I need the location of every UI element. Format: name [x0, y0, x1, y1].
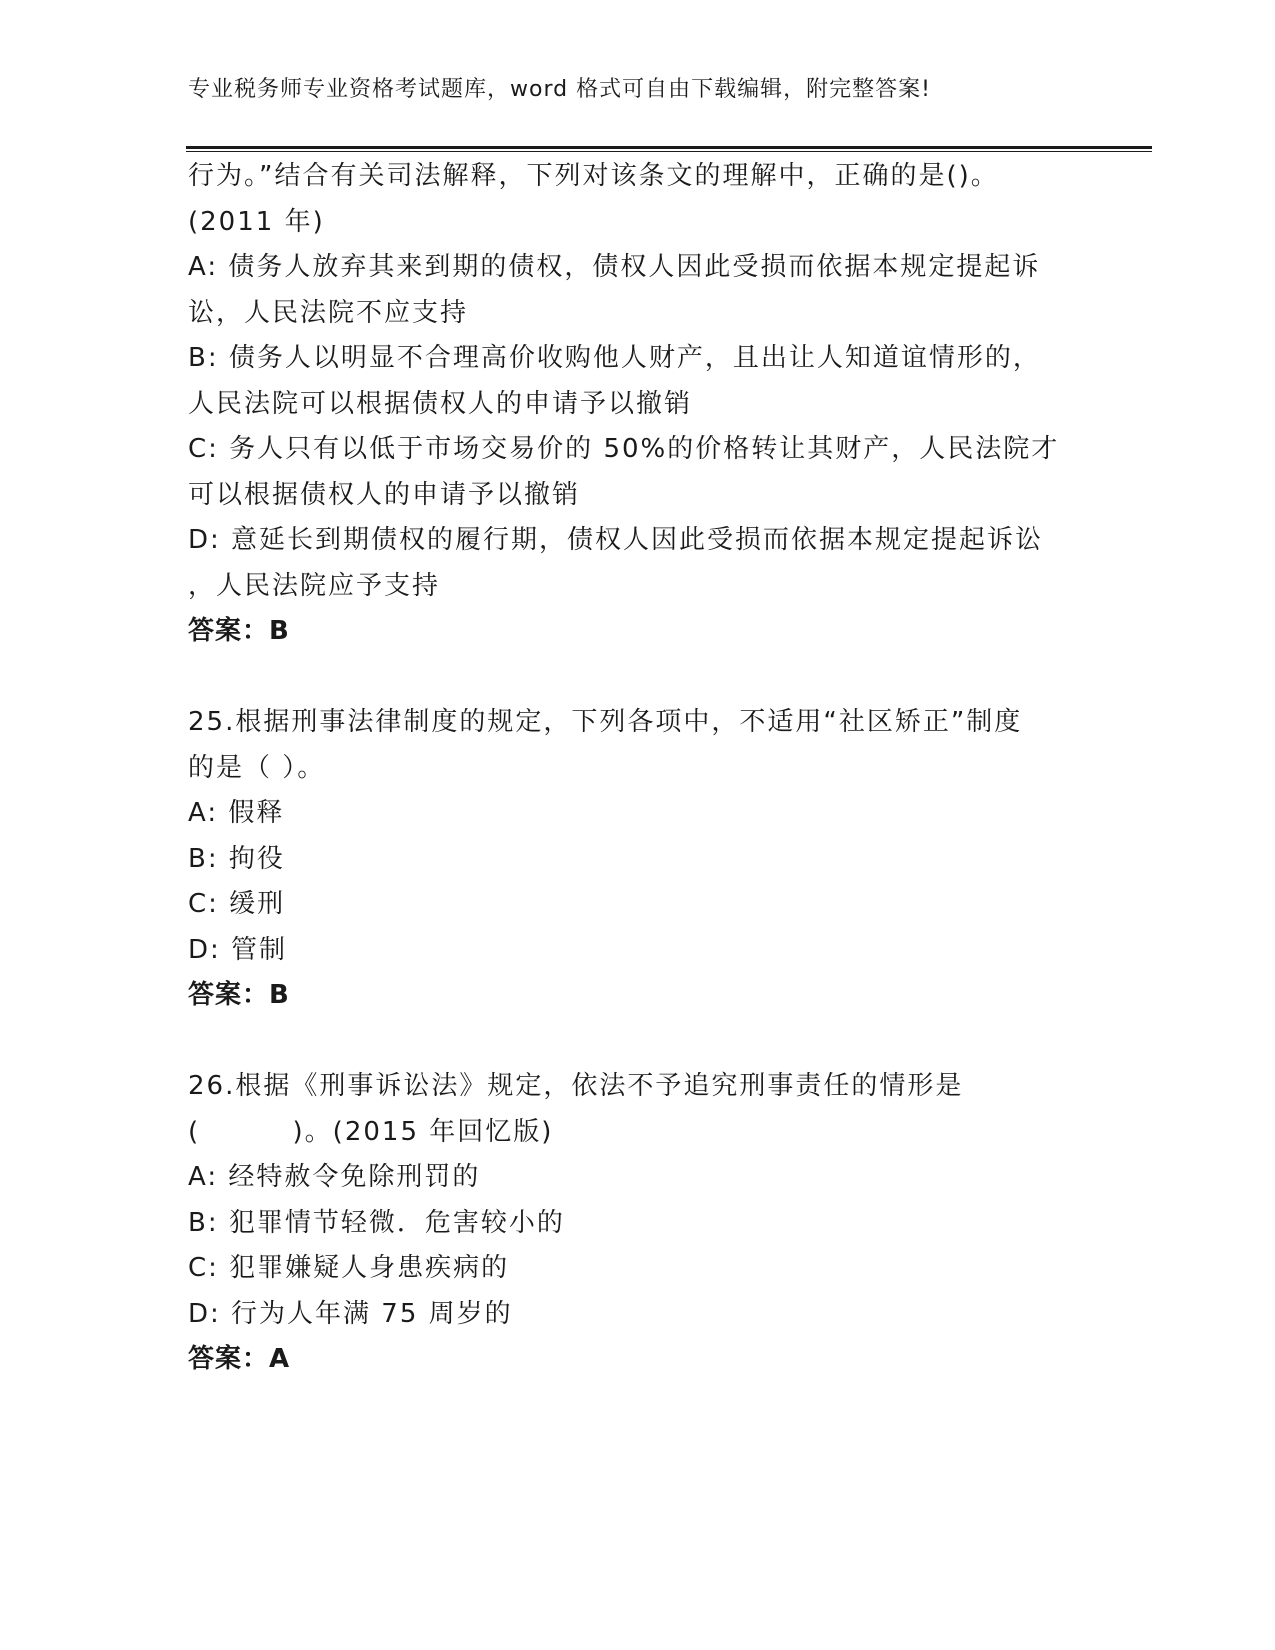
question-26	[188, 1064, 1088, 1383]
answer-line: 答案：B	[188, 616, 290, 646]
page-header: 专业税务师专业资格考试题库，word 格式可自由下载编辑，附完整答案!	[188, 77, 931, 102]
option-b-line: 人民法院可以根据债权人的申请予以撤销	[188, 388, 693, 419]
option-c-line: C: 缓刑	[188, 889, 286, 919]
header-divider-thin	[186, 151, 1152, 152]
document-body	[188, 154, 1088, 1383]
option-b-line: B: 债务人以明显不合理高价收购他人财产，且出让人知道谊情形的，	[188, 343, 1041, 373]
option-a-line: A: 债务人放弃其来到期的债权，债权人因此受损而依据本规定提起诉	[188, 252, 1041, 282]
option-b-line: B: 犯罪情节轻微．危害较小的	[188, 1207, 565, 1238]
answer-line: 答案：A	[188, 1344, 291, 1374]
header-divider-thick	[186, 146, 1152, 149]
question-stem-line: (2011 年)	[188, 206, 325, 237]
spacer	[188, 1019, 1088, 1065]
question-stem-line: 25.根据刑事法律制度的规定，下列各项中，不适用“社区矫正”制度	[188, 707, 1023, 737]
question-24	[188, 154, 1088, 655]
question-stem-line: 的是（ ）。	[188, 752, 326, 783]
spacer	[188, 655, 1088, 701]
option-d-line: ，人民法院应予支持	[188, 570, 441, 601]
question-stem-line: 行为。”结合有关司法解释，下列对该条文的理解中，正确的是()。	[188, 161, 999, 191]
question-25	[188, 700, 1088, 1019]
option-c-line: C: 务人只有以低于市场交易价的 50%的价格转让其财产，人民法院才	[188, 434, 1060, 464]
option-a-line: A: 经特赦令免除刑罚的	[188, 1162, 481, 1192]
option-a-line: 讼，人民法院不应支持	[188, 297, 469, 328]
answer-line: 答案：B	[188, 980, 290, 1010]
option-c-line: C: 犯罪嫌疑人身患疾病的	[188, 1253, 510, 1283]
option-a-line: A: 假释	[188, 798, 285, 828]
option-d-line: D: 行为人年满 75 周岁的	[188, 1298, 513, 1329]
question-stem-line: 26.根据《刑事诉讼法》规定，依法不予追究刑事责任的情形是	[188, 1071, 964, 1101]
question-stem-line: ( )。(2015 年回忆版)	[188, 1116, 554, 1147]
option-d-line: D: 管制	[188, 934, 288, 965]
option-d-line: D: 意延长到期债权的履行期，债权人因此受损而依据本规定提起诉讼	[188, 525, 1044, 555]
option-c-line: 可以根据债权人的申请予以撤销	[188, 479, 581, 510]
option-b-line: B: 拘役	[188, 843, 285, 874]
